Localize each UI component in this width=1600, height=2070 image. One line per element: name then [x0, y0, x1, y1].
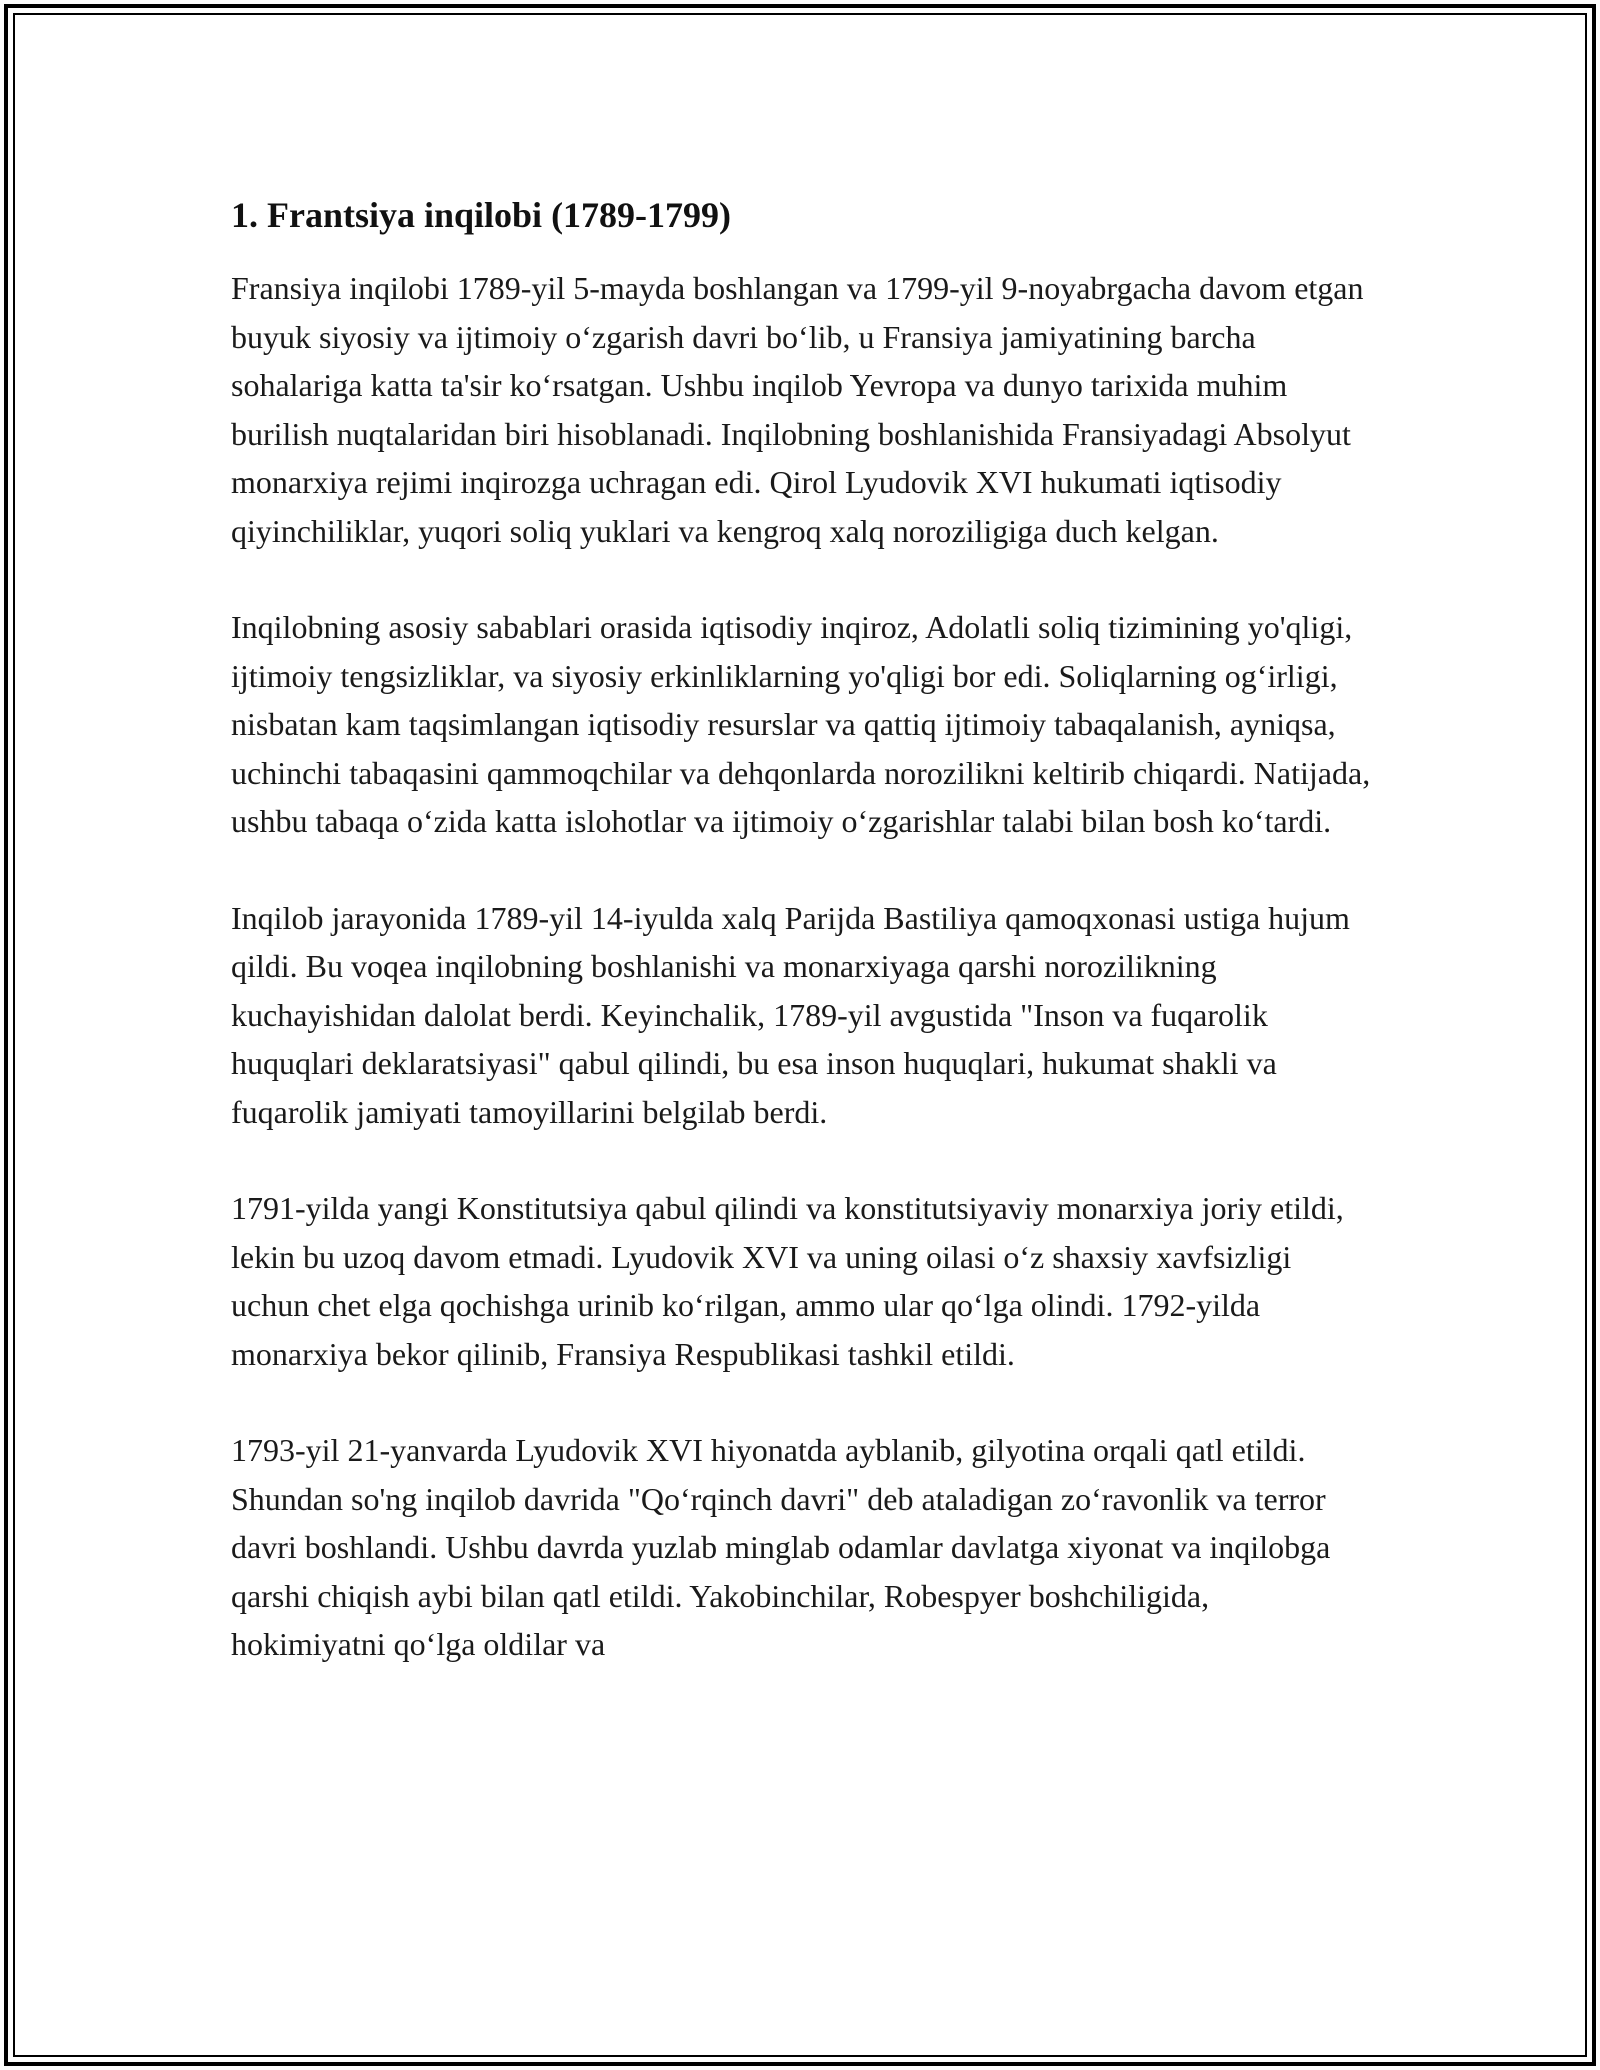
document-content: [231, 192, 1371, 1669]
paragraph-3: Inqilob jarayonida 1789-yil 14-iyulda xalq Parijda Bastiliya qamoqxonasi ustiga hujum qildi. Bu voqea inqilobning boshlanishi va monarxiyaga qarshi norozilikning kuchayishidan dalolat berdi. Keyinchalik, 1789-yil avgustida "Inson va fuqarolik huquqlari deklaratsiyasi" qabul qilindi, bu esa inson huquqlari, hukumat shakli va fuqarolik jamiyati tamoyillarini belgilab berdi.: [231, 899, 1350, 1130]
paragraph-2: Inqilobning asosiy sabablari orasida iqtisodiy inqiroz, Adolatli soliq tizimining yo'qligi, ijtimoiy tengsizliklar, va siyosiy erkinliklarning yo'qligi bor edi. Soliqlarning og‘irligi, nisbatan kam taqsimlangan iqtisodiy resurslar va qattiq ijtimoiy tabaqalanish, ayniqsa, uchinchi tabaqasini qammoqchilar va dehqonlarda norozilikni keltirib chiqardi. Natijada, ushbu tabaqa o‘zida katta islohotlar va ijtimoiy o‘zgarishlar talabi bilan bosh ko‘tardi.: [231, 609, 1371, 839]
section-heading: 1. Frantsiya inqilobi (1789-1799): [231, 195, 732, 235]
paragraph-1: Fransiya inqilobi 1789-yil 5-mayda boshlangan va 1799-yil 9-noyabrgacha davom etgan buyuk siyosiy va ijtimoiy o‘zgarish davri bo‘lib, u Fransiya jamiyatining barcha sohalariga katta ta'sir ko‘rsatgan. Ushbu inqilob Yevropa va dunyo tarixida muhim burilish nuqtalaridan biri hisoblanadi. Inqilobning boshlanishida Fransiyadagi Absolyut monarxiya rejimi inqirozga uchragan edi. Qirol Lyudovik XVI hukumati iqtisodiy qiyinchiliklar, yuqori soliq yuklari va kengroq xalq noroziligiga duch kelgan.: [231, 270, 1364, 549]
paragraph-5: 1793-yil 21-yanvarda Lyudovik XVI hiyonatda ayblanib, gilyotina orqali qatl etildi. Shundan so'ng inqilob davrida "Qo‘rqinch davri" deb ataladigan zo‘ravonlik va terror davri boshlandi. Ushbu davrda yuzlab minglab odamlar davlatga xiyonat va inqilobga qarshi chiqish aybi bilan qatl etildi. Yakobinchilar, Robespyer boshchiligida, hokimiyatni qo‘lga oldilar va: [231, 1432, 1331, 1662]
paragraph-4: 1791-yilda yangi Konstitutsiya qabul qilindi va konstitutsiyaviy monarxiya joriy etildi, lekin bu uzoq davom etmadi. Lyudovik XVI va uning oilasi o‘z shaxsiy xavfsizligi uchun chet elga qochishga urinib ko‘rilgan, ammo ular qo‘lga olindi. 1792-yilda monarxiya bekor qilinib, Fransiya Respublikasi tashkil etildi.: [231, 1190, 1344, 1372]
